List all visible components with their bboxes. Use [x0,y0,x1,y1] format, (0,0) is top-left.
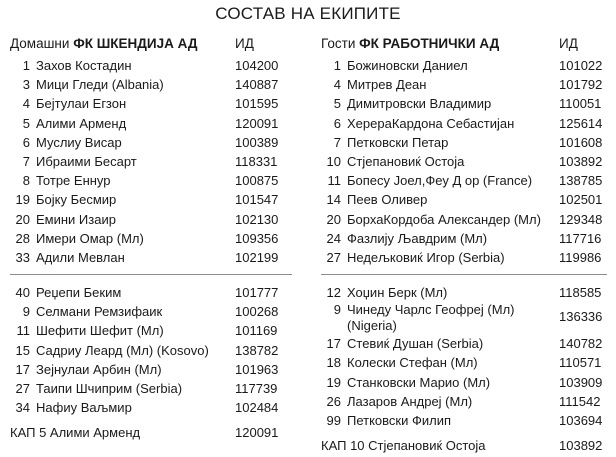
player-id: 117739 [235,381,278,396]
player-name: ХерераКардона Себастијан [347,115,515,131]
player-row [321,334,611,353]
player-number: 99 [326,413,341,428]
player-number: 5 [333,96,341,112]
player-number: 18 [326,355,341,371]
player-name: Тотре Еннур [36,173,111,189]
home-team-column [10,36,295,443]
player-number: 17 [326,336,341,352]
player-name: Емини Изаир [36,211,116,227]
player-row [321,75,611,94]
player-name: Шефити Шефит (Мл) [36,323,164,339]
home-id-header: ИД [235,36,254,51]
player-number: 11 [16,323,30,339]
player-number: 12 [326,285,341,301]
player-name: Лазаров Андреј (Мл) [347,393,473,409]
player-number: 11 [327,173,341,189]
player-row [10,341,295,360]
home-label: Домашни [10,36,70,51]
player-row [10,210,295,229]
player-number: 4 [333,77,341,93]
player-number: 9 [333,302,341,318]
player-name: Божиновски Даниел [347,58,468,73]
player-row [321,353,611,372]
player-row [321,114,611,133]
player-row [321,190,611,209]
player-id: 100875 [235,173,279,189]
away-id-header: ИД [559,36,578,51]
player-name: Стјепановиќ Остоја [347,153,465,169]
player-id: 104200 [235,58,279,73]
away-captain-row [321,436,611,456]
player-row [10,360,295,379]
player-row [10,114,295,133]
away-subs-list [321,283,611,430]
player-number: 27 [15,381,30,396]
away-captain-text: 10 Стјепановиќ Остоја [350,438,486,454]
player-row [10,379,295,398]
player-name: Селмани Ремзифаик [36,304,163,320]
player-id: 140782 [559,336,603,352]
player-row [10,94,295,113]
away-captain-label: КАП [321,438,347,454]
home-starters-list [10,56,295,267]
home-captain-id: 120091 [235,425,279,441]
player-id: 101792 [559,77,603,93]
player-row [321,373,611,392]
player-name: Адили Мевлан [36,249,125,265]
player-row [321,133,611,152]
player-row [321,94,611,113]
player-id: 101595 [235,96,279,112]
player-name: Чинеду Чарлс Геофреј (Мл) (Nigeria) [347,302,515,334]
player-name: Ибраими Бесарт [36,153,137,169]
player-name: Петковски Петар [347,134,449,150]
player-name: Имери Омар (Мл) [36,230,144,246]
player-row [321,152,611,171]
home-captain-row [10,423,295,443]
player-id: 120091 [235,115,279,131]
home-team-header [10,36,295,56]
player-row [10,398,295,417]
player-row [321,229,611,248]
home-captain-label: КАП [10,425,36,441]
player-number: 15 [15,342,30,358]
away-team-name: ФК РАБОТНИЧКИ АД [359,36,500,51]
player-name: БорхаКордоба Александер (Мл) [347,211,541,227]
player-row [10,75,295,94]
player-row [10,248,295,267]
player-id: 103909 [559,374,603,390]
player-name: Колески Стефан (Мл) [347,355,478,371]
player-row [10,152,295,171]
player-id: 103694 [559,413,603,428]
player-row [10,229,295,248]
player-id: 138785 [559,173,603,189]
player-id: 101022 [559,58,603,73]
player-id: 109356 [235,230,279,246]
player-row [10,133,295,152]
player-number: 6 [22,134,30,150]
player-name: Бопесу Јоел,Феу Д ор (France) [347,173,533,189]
player-id: 118331 [235,153,278,169]
player-name: Алими Арменд [36,115,127,131]
player-number: 3 [22,77,30,93]
player-name: Нафиу Ваљмир [36,400,132,416]
player-id: 101547 [235,192,279,208]
player-number: 8 [22,173,30,189]
player-id: 138782 [235,342,279,358]
player-row [321,392,611,411]
player-row [321,210,611,229]
player-row [10,283,295,302]
player-number: 9 [22,304,30,320]
player-number: 17 [15,361,30,377]
home-captain-text: 5 Алими Арменд [39,425,141,441]
player-row [321,248,611,267]
player-name: Бејтулаи Егзон [36,96,127,112]
away-captain-id: 103892 [559,438,603,454]
player-number: 7 [333,134,341,150]
player-name: Муслиу Висар [36,134,122,150]
player-row [321,171,611,190]
player-row [10,171,295,190]
player-number: 6 [333,115,341,131]
player-name: Недељковиќ Игор (Serbia) [347,249,505,265]
player-number: 33 [15,249,30,265]
player-id: 140887 [235,77,279,93]
player-number: 1 [333,58,341,73]
player-id: 110571 [559,355,602,371]
player-id: 119986 [559,249,602,265]
away-team-column [321,36,611,456]
page-title: СОСТАВ НА ЕКИПИТЕ [215,4,401,23]
player-number: 4 [22,96,30,112]
player-id: 101608 [559,134,603,150]
player-name: Таипи Шчиприм (Serbia) [36,381,183,396]
player-number: 1 [22,58,30,73]
player-row [10,321,295,340]
player-row [321,302,611,334]
player-id: 117716 [559,230,602,246]
player-id: 101963 [235,361,279,377]
player-number: 28 [15,230,30,246]
player-name: Станковски Марио (Мл) [347,374,491,390]
player-row [10,302,295,321]
player-id: 102199 [235,249,279,265]
player-number: 19 [326,374,341,390]
player-id: 101169 [235,323,278,339]
home-team-name: ФК ШКЕНДИЈА АД [73,36,198,51]
player-number: 10 [326,153,341,169]
player-number: 19 [15,192,30,208]
player-id: 110051 [559,96,602,112]
player-id: 125614 [559,115,603,131]
player-id: 101777 [235,285,279,301]
player-id: 129348 [559,211,603,227]
home-divider [10,274,292,275]
player-name: Пеев Оливер [347,192,428,208]
away-team-header [321,36,611,56]
player-id: 102501 [559,192,603,208]
player-number: 5 [22,115,30,131]
player-number: 7 [22,153,30,169]
player-name: Димитровски Владимир [347,96,492,112]
home-subs-list [10,283,295,417]
player-name: Фазлију Љавдрим (Мл) [347,230,488,246]
player-name: Бојку Бесмир [36,192,117,208]
player-id: 102130 [235,211,279,227]
player-name: Захов Костадин [36,58,132,73]
player-name: Садриу Леард (Мл) (Kosovo) [36,342,209,358]
player-id: 103892 [559,153,603,169]
player-row [10,190,295,209]
player-number: 40 [15,285,30,301]
player-id: 118585 [559,285,602,301]
player-row [321,411,611,430]
player-name: Зејнулаи Арбин (Мл) [36,361,162,377]
player-number: 14 [326,192,341,208]
player-number: 26 [326,393,341,409]
player-row [10,56,295,75]
player-name: Митрев Деан [347,77,427,93]
player-id: 136336 [559,309,603,325]
player-id: 111542 [559,393,601,409]
player-number: 20 [15,211,30,227]
player-row [321,283,611,302]
player-id: 100268 [235,304,279,320]
player-name: Реџепи Беким [36,285,122,301]
player-row [321,56,611,75]
player-id: 102484 [235,400,279,416]
away-starters-list [321,56,611,267]
player-name: Хоџин Берк (Мл) [347,285,448,301]
player-number: 20 [326,211,341,227]
player-id: 100389 [235,134,279,150]
player-number: 34 [15,400,30,416]
away-label: Гости [321,36,356,51]
player-number: 27 [326,249,341,265]
away-divider [321,274,607,275]
player-number: 24 [326,230,341,246]
player-name: Стевиќ Душан (Serbia) [347,336,484,352]
player-name: Петковски Филип [347,413,452,428]
player-name: Мици Гледи (Albania) [36,77,164,93]
